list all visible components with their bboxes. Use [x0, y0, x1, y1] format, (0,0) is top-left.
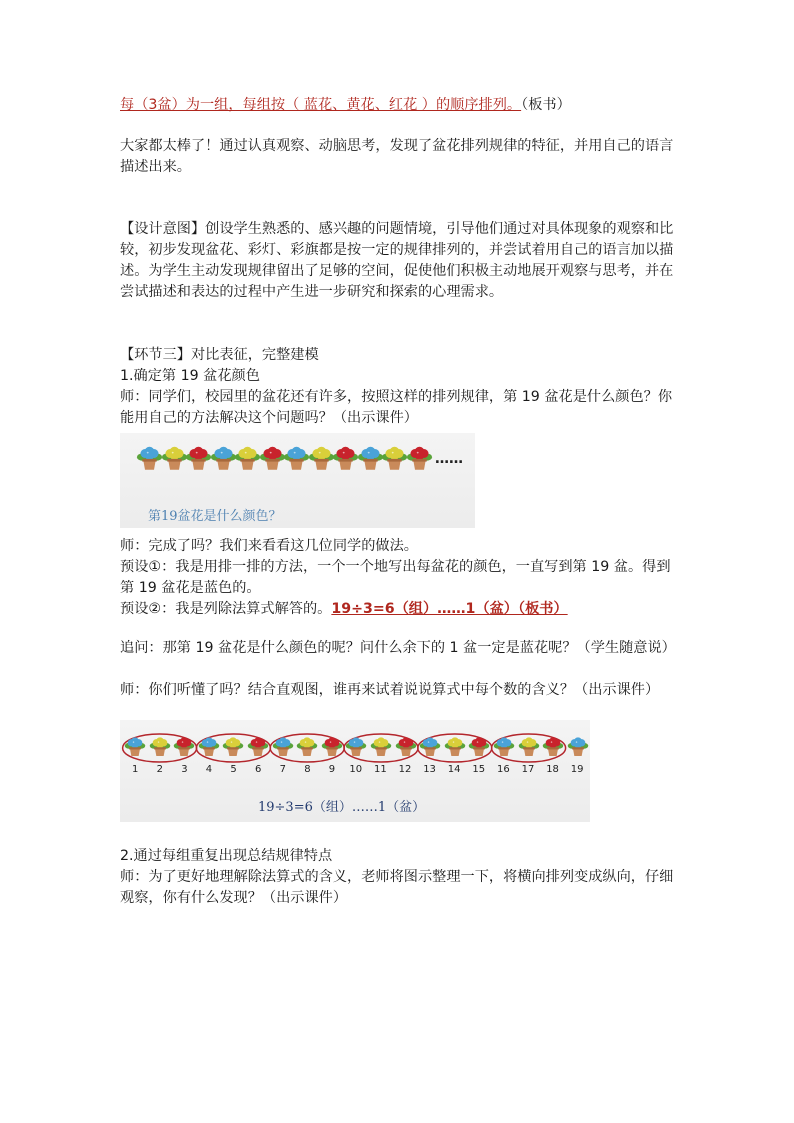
position-number: 17	[521, 764, 535, 775]
grouping-rule: 每（3盆）为一组，每组按（ 蓝花、黄花、红花 ）的顺序排列。	[120, 97, 522, 113]
position-number: 9	[328, 764, 336, 775]
flower-pot	[185, 445, 212, 475]
flower-row-figure	[120, 433, 475, 528]
flower-pot	[567, 736, 589, 761]
flower-pot	[296, 736, 318, 761]
flower-pot	[381, 445, 408, 475]
position-number: 12	[398, 764, 412, 775]
flower-pot	[444, 736, 466, 761]
grouped-flower-figure	[120, 720, 590, 822]
flower-pot	[161, 445, 188, 475]
position-number: 6	[255, 764, 262, 775]
design-intent-paragraph: 【设计意图】创设学生熟悉的、感兴趣的问题情境，引导他们通过对具体现象的观察和比较，初步发现盆花、彩灯、彩旗都是按一定的规律排列的，并尝试着用自己的语言加以描述。为学生主动发现规律留出了足够的空间，促使他们积极主动地展开观察与思考，并在尝试描述和表达的过程中产生进一步研究和探索的心理需求。	[120, 221, 674, 300]
position-number: 4	[205, 764, 213, 775]
flower-pot	[321, 736, 343, 761]
flower-pot	[542, 736, 564, 761]
position-number: 3	[181, 764, 188, 775]
flower-pot	[308, 445, 335, 475]
figure-question: 第19盆花是什么颜色？	[148, 509, 282, 524]
flower-pot	[198, 736, 220, 761]
flower-pot	[272, 736, 294, 761]
position-number: 5	[230, 764, 237, 775]
flower-pot	[468, 736, 490, 761]
board-note: （板书）	[521, 97, 571, 113]
praise-paragraph: 大家都太棒了！通过认真观察、动脑思考，发现了盆花排列规律的特征，并用自己的语言描述出来。	[120, 138, 674, 175]
flower-pot	[283, 445, 310, 475]
position-number: 14	[447, 764, 461, 775]
flower-pot	[493, 736, 515, 761]
step1-heading: 1.确定第 19 盆花颜色	[120, 368, 260, 384]
flower-pot	[370, 736, 392, 761]
teacher-question-1: 师：同学们，校园里的盆花还有许多，按照这样的排列规律，第 19 盆花是什么颜色？你能用自己的方法解决这个问题吗？（出示课件）	[120, 389, 673, 426]
position-number: 11	[374, 764, 387, 775]
figure-equation: 19÷3=6（组）……1（盆）	[258, 800, 426, 815]
flower-pot	[149, 736, 171, 761]
position-number: 16	[497, 764, 510, 775]
flower-pot	[518, 736, 540, 761]
flower-pot	[136, 445, 163, 475]
flower-pot	[173, 736, 195, 761]
flower-pot	[395, 736, 417, 761]
section-heading: 【环节三】对比表征，完整建模	[120, 347, 319, 363]
teacher-question-4: 师：为了更好地理解除法算式的含义，老师将图示整理一下，将横向排列变成纵向，仔细观察，你有什么发现？（出示课件）	[120, 869, 674, 906]
flower-pot	[222, 736, 244, 761]
flower-pot	[234, 445, 261, 475]
flower-pot	[210, 445, 237, 475]
flower-pot	[124, 736, 146, 761]
flower-pot	[419, 736, 441, 761]
grouping-rule-line	[120, 95, 680, 116]
position-number: 2	[156, 764, 163, 775]
teacher-line-2: 师：完成了吗？我们来看看这几位同学的做法。	[120, 538, 418, 554]
teacher-question-3: 师：你们听懂了吗？结合直观图，谁再来试着说说算式中每个数的含义？（出示课件）	[120, 682, 660, 698]
position-number: 8	[304, 764, 311, 775]
position-number: 1	[132, 764, 139, 775]
position-number: 19	[570, 764, 584, 775]
flower-pot	[247, 736, 269, 761]
position-number: 13	[423, 764, 436, 775]
flower-pot	[332, 445, 359, 475]
position-number: 15	[472, 764, 486, 775]
position-number: 18	[546, 764, 559, 775]
preset-1: 预设①：我是用排一排的方法，一个一个地写出每盆花的颜色，一直写到第 19 盆。得到第 19 盆花是蓝色的。	[120, 559, 671, 596]
flower-pot	[357, 445, 384, 475]
position-number: 7	[279, 764, 286, 775]
division-formula: 19÷3=6（组）……1（盆）（板书）	[331, 601, 568, 617]
preset-2-text: 预设②：我是列除法算式解答的。	[120, 601, 332, 617]
position-number: 10	[349, 764, 363, 775]
flower-pot	[345, 736, 367, 761]
preset-2-line	[120, 599, 680, 620]
follow-up-question: 追问：那第 19 盆花是什么颜色的呢？问什么余下的 1 盆一定是蓝花呢？（学生随意说）	[120, 640, 676, 656]
flower-pot	[406, 445, 433, 475]
step2-heading: 2.通过每组重复出现总结规律特点	[120, 848, 333, 864]
ellipsis: ……	[435, 451, 463, 467]
flower-pot	[259, 445, 286, 475]
